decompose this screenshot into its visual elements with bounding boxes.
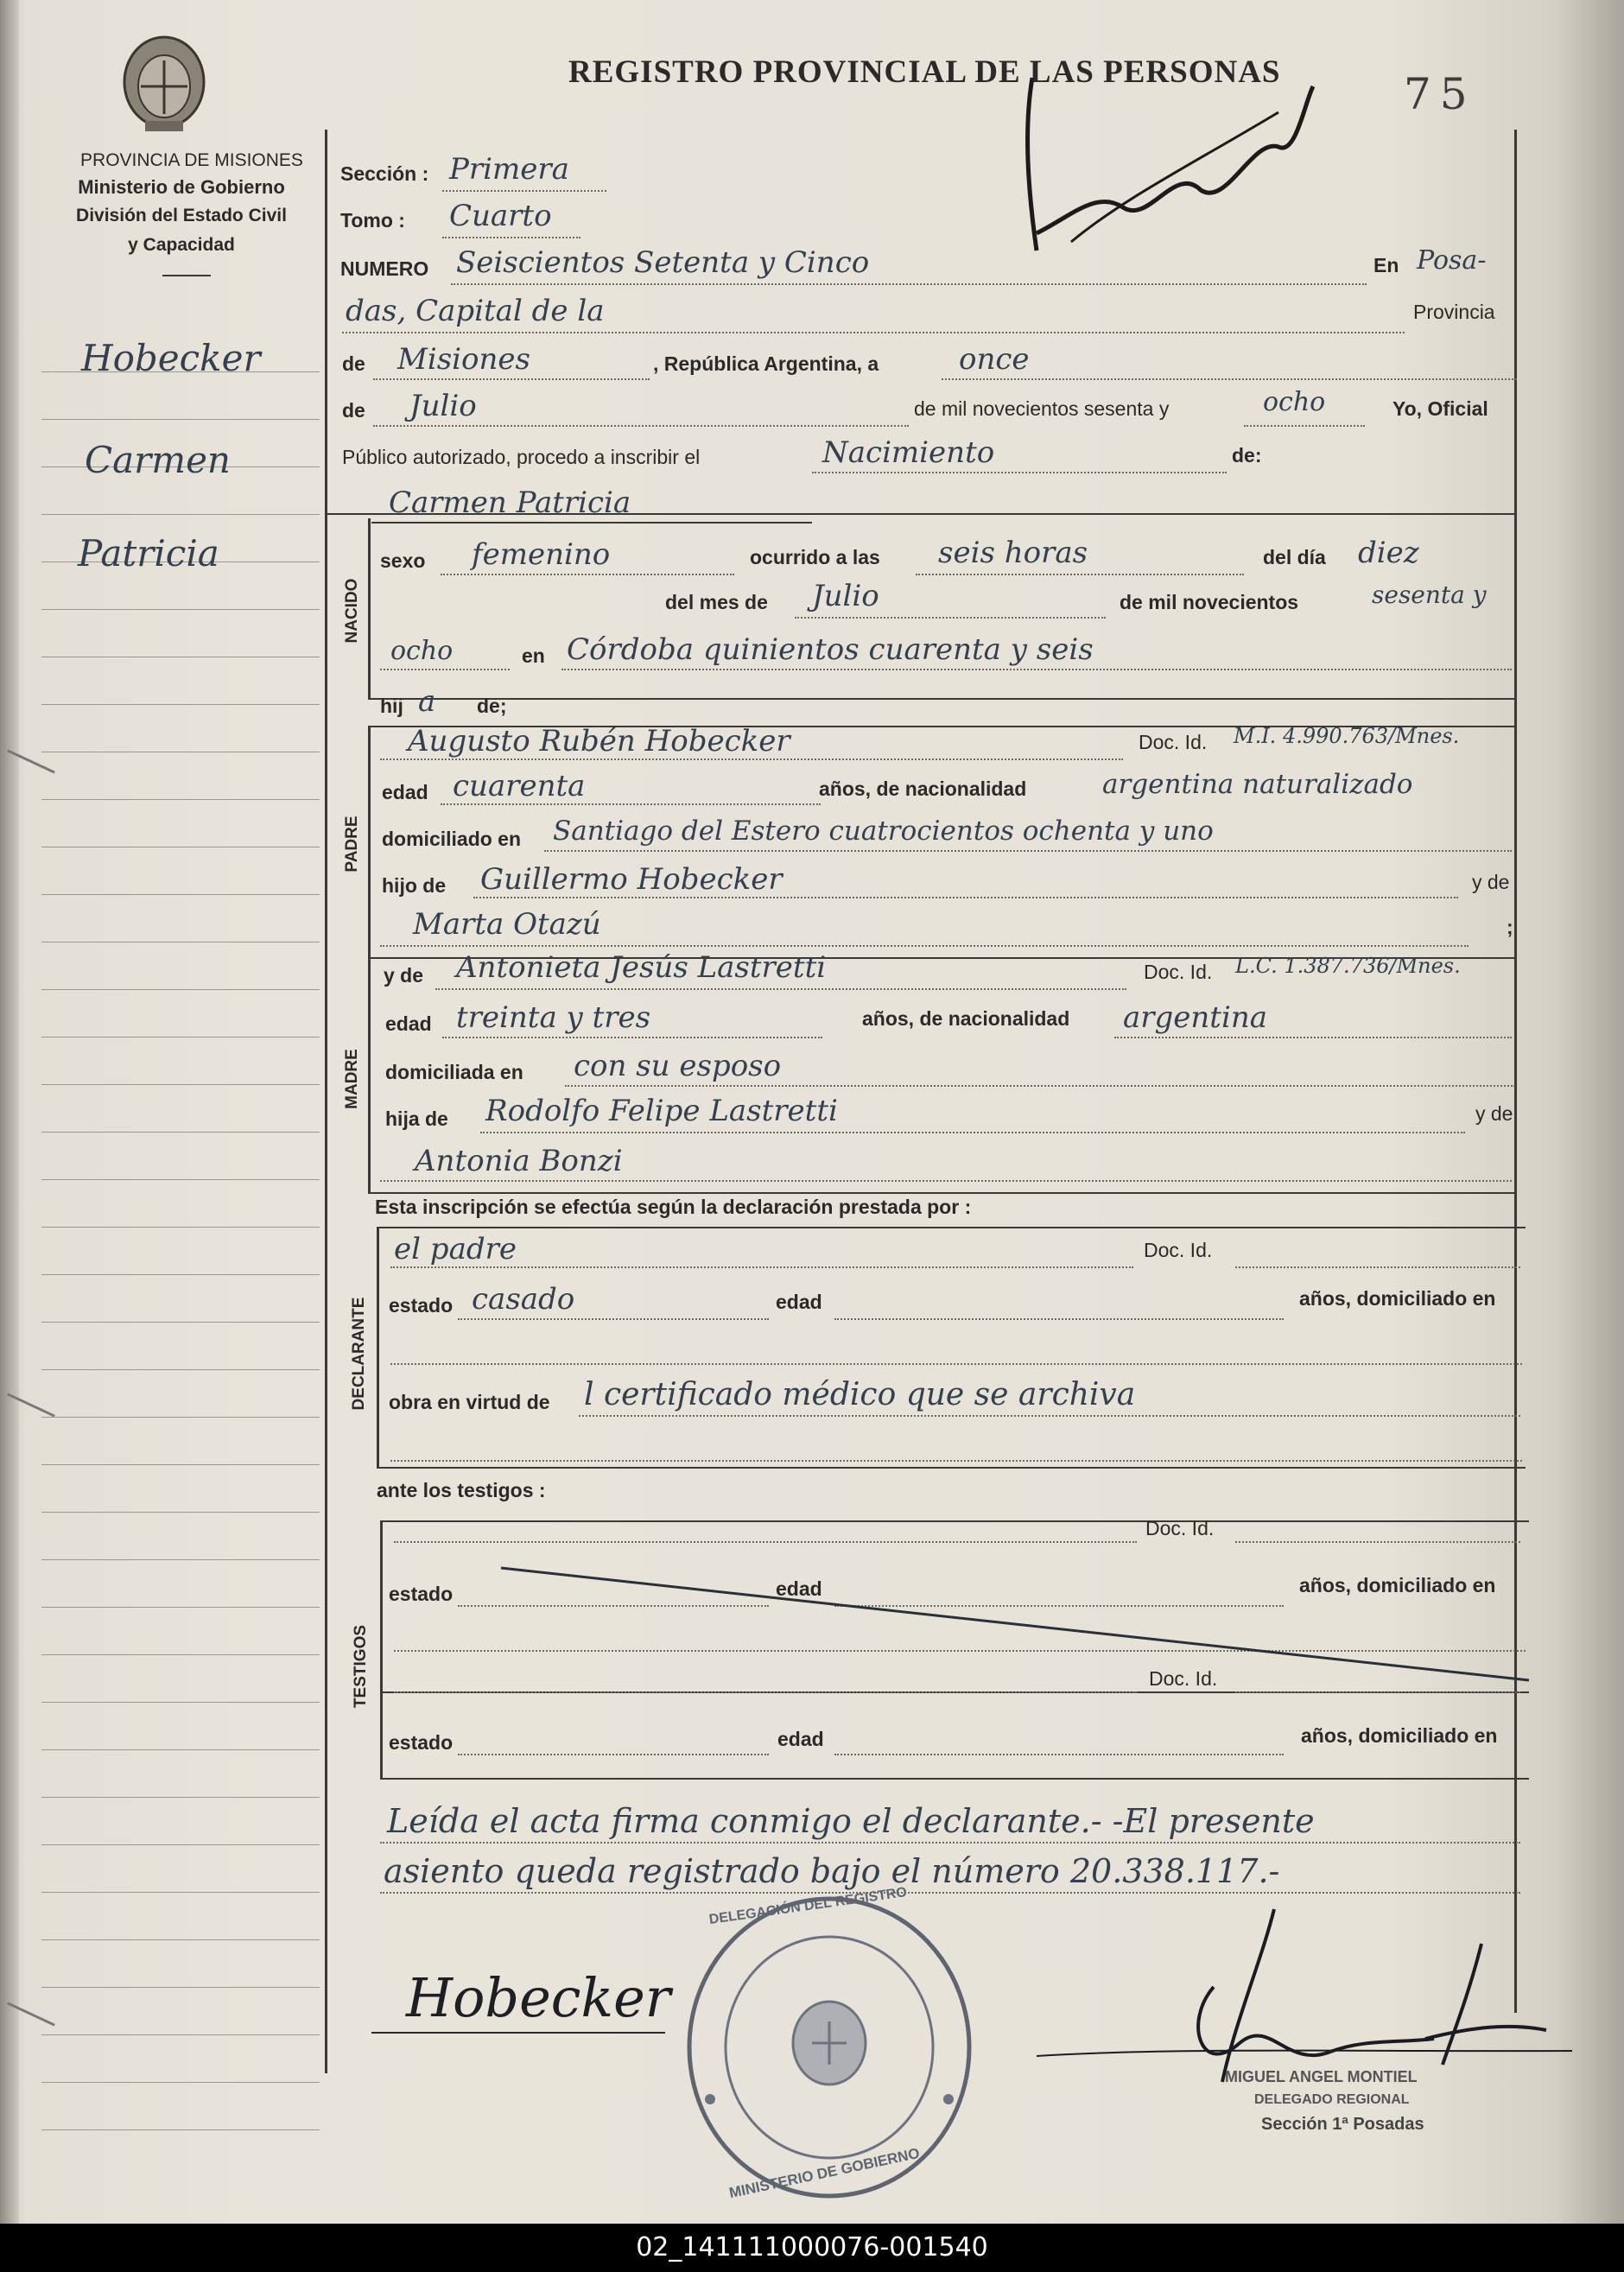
value-dia: once — [959, 342, 1030, 377]
label-ante-testigos: ante los testigos : — [377, 1479, 546, 1501]
value-provincia: Misiones — [397, 342, 530, 377]
line — [441, 803, 821, 805]
line — [380, 1842, 1520, 1844]
label-test2-anos: años, domiciliado en — [1301, 1724, 1498, 1747]
label-test1-anos: años, domiciliado en — [1299, 1574, 1496, 1596]
value-dia-nac: diez — [1358, 536, 1419, 570]
margin-ruled-line — [41, 2082, 320, 2083]
label-en-lugar: en — [522, 644, 545, 667]
label-padre-edad: edad — [382, 781, 428, 803]
label-padre-yde: y de — [1472, 871, 1510, 893]
label-tomo: Tomo : — [340, 209, 405, 232]
closing-line-1: Leída el acta firma conmigo el declarante.- -El presente — [387, 1802, 1315, 1840]
label-madre-yde2: y de — [1475, 1102, 1513, 1125]
label-sexo: sexo — [380, 549, 426, 572]
value-decl-estado: casado — [472, 1282, 575, 1317]
label-en: En — [1373, 254, 1399, 276]
label-hij: hij — [380, 695, 403, 717]
section-padre: PADRE — [343, 816, 361, 873]
label-madre-dom: domiciliada en — [385, 1061, 523, 1083]
label-yo-oficial: Yo, Oficial — [1392, 397, 1488, 420]
line — [442, 237, 580, 238]
label-de2: de — [342, 399, 365, 422]
stamp-text-bottom: MINISTERIO DE GOBIERNO — [727, 2144, 922, 2202]
value-tomo: Cuarto — [449, 199, 552, 233]
line — [561, 669, 1512, 670]
rule — [368, 1192, 1517, 1194]
testigos-bar — [380, 1520, 383, 1780]
label-numero: NUMERO — [340, 257, 429, 280]
margin-ruled-line — [41, 1702, 320, 1703]
value-numero: Seiscientos Setenta y Cinco — [456, 245, 870, 280]
margin-ruled-line — [41, 1749, 320, 1750]
line — [435, 988, 1126, 990]
label-esta-inscripcion: Esta inscripción se efectúa según la declaración prestada por : — [375, 1196, 972, 1218]
value-nombre: Carmen Patricia — [389, 485, 631, 520]
org-divider — [162, 275, 211, 276]
value-madre-nac: argentina — [1123, 1000, 1268, 1035]
line — [795, 617, 1106, 619]
margin-ruled-line — [41, 1607, 320, 1608]
label-madre-edad: edad — [385, 1012, 432, 1035]
line — [834, 1605, 1284, 1607]
label-obra: obra en virtud de — [389, 1391, 550, 1413]
margin-ruled-line — [41, 799, 320, 800]
value-padre-padre: Guillermo Hobecker — [480, 862, 783, 897]
margin-ruled-line — [41, 989, 320, 990]
margin-ruled-line — [41, 514, 320, 515]
line — [342, 332, 1405, 333]
label-republica: , República Argentina, a — [653, 352, 879, 375]
label-padre-doc: Doc. Id. — [1139, 731, 1208, 753]
margin-ruled-line — [41, 1464, 320, 1465]
padre-bar — [368, 726, 371, 959]
label-del-dia: del día — [1263, 546, 1326, 568]
declarante-bar — [377, 1227, 379, 1467]
signature-right — [1037, 1892, 1589, 2091]
label-padre-dom: domiciliado en — [382, 828, 522, 850]
page-number: 75 — [1404, 69, 1476, 119]
official-stamp — [682, 1892, 976, 2203]
page-title: REGISTRO PROVINCIAL DE LAS PERSONAS — [568, 54, 1281, 90]
line — [458, 1605, 769, 1607]
label-de-semi: de; — [477, 695, 507, 717]
org-ministry: Ministerio de Gobierno — [78, 176, 285, 198]
label-ocurrido: ocurrido a las — [750, 546, 880, 568]
rule — [325, 513, 1517, 515]
line — [373, 378, 650, 380]
signature-section: Sección 1ª Posadas — [1261, 2115, 1424, 2134]
margin-ruled-line — [41, 609, 320, 610]
value-padre-dom: Santiago del Estero cuatrocientos ochenta y uno — [553, 816, 1214, 847]
line — [380, 945, 1469, 947]
margin-ruled-line — [41, 1322, 320, 1323]
margin-nombre2: Patricia — [78, 532, 219, 574]
frame-right-rule — [1514, 130, 1517, 2013]
label-test1-edad: edad — [776, 1577, 822, 1600]
value-padre-madre: Marta Otazú — [413, 907, 601, 942]
value-mes: Julio — [409, 389, 477, 423]
value-mes-nac: Julio — [812, 579, 879, 613]
value-lugar: Córdoba quinientos cuarenta y seis — [567, 632, 1094, 667]
image-caption: 02_141111000076-001540 — [0, 2224, 1624, 2272]
signature-left-line — [371, 2032, 665, 2034]
margin-ruled-line — [41, 704, 320, 705]
margin-nombre1: Carmen — [85, 439, 231, 481]
rule — [377, 1467, 1526, 1469]
label-padre-hijo: hijo de — [382, 874, 447, 897]
value-declarante: el padre — [394, 1232, 517, 1266]
label-madre-nac: años, de nacionalidad — [862, 1007, 1070, 1030]
margin-ruled-line — [41, 2034, 320, 2035]
header-signature — [1019, 60, 1322, 259]
label-padre-nac: años, de nacionalidad — [819, 777, 1027, 800]
org-division: División del Estado Civil — [76, 206, 287, 225]
value-en-1: Posa- — [1417, 245, 1487, 276]
rule — [377, 1227, 1526, 1228]
value-anio-nac-2: ocho — [390, 636, 454, 666]
label-decl-estado: estado — [389, 1294, 454, 1317]
line — [458, 1318, 769, 1320]
section-nacido: NACIDO — [343, 578, 361, 644]
line — [1235, 1691, 1520, 1693]
rule — [368, 698, 1517, 700]
label-de: de — [342, 352, 365, 375]
label-test2-edad: edad — [777, 1728, 824, 1750]
value-madre-padre: Rodolfo Felipe Lastretti — [485, 1094, 838, 1128]
line — [380, 669, 510, 670]
margin-ruled-line — [41, 1654, 320, 1655]
line — [812, 472, 1227, 473]
madre-bar — [368, 957, 371, 1194]
closing-line-2: asiento queda registrado bajo el número 20.338.117.- — [384, 1852, 1280, 1890]
section-madre: MADRE — [343, 1049, 361, 1109]
line — [441, 574, 734, 575]
label-madre-doc: Doc. Id. — [1144, 961, 1213, 983]
line — [579, 1415, 1520, 1417]
margin-ruled-line — [41, 1417, 320, 1418]
value-acto: Nacimiento — [822, 435, 995, 470]
line — [394, 1650, 1526, 1652]
org-province: PROVINCIA DE MISIONES — [80, 150, 303, 170]
coat-of-arms-icon — [119, 35, 210, 136]
label-provincia: Provincia — [1413, 301, 1495, 323]
org-capacity: y Capacidad — [128, 235, 235, 255]
value-madre-madre: Antonia Bonzi — [415, 1144, 623, 1178]
label-decl-anos: años, domiciliado en — [1299, 1287, 1496, 1310]
label-de-colon: de: — [1232, 444, 1262, 466]
line — [394, 1691, 1137, 1693]
line — [380, 1180, 1512, 1182]
label-seccion: Sección : — [340, 162, 429, 185]
value-en-2: das, Capital de la — [346, 294, 605, 328]
margin-ruled-line — [41, 1797, 320, 1798]
nacido-bar — [368, 518, 371, 700]
binding-edge — [0, 0, 19, 2224]
signature-title: DELEGADO REGIONAL — [1254, 2092, 1410, 2107]
line — [1235, 1541, 1520, 1543]
value-sexo: femenino — [472, 537, 611, 572]
margin-ruled-line — [41, 1892, 320, 1893]
value-hij-suffix: a — [418, 684, 436, 719]
value-madre-edad: treinta y tres — [456, 1000, 651, 1035]
label-test1-doc: Doc. Id. — [1145, 1517, 1215, 1539]
line — [480, 1132, 1465, 1133]
margin-ruled-line — [41, 1369, 320, 1370]
line — [380, 758, 1123, 760]
margin-ruled-line — [41, 1512, 320, 1513]
line — [390, 1363, 1522, 1365]
margin-ruled-line — [41, 1132, 320, 1133]
margin-ruled-line — [41, 419, 320, 420]
line — [473, 897, 1458, 898]
value-padre-nac: argentina naturalizado — [1102, 769, 1413, 800]
value-anio: ocho — [1263, 387, 1326, 417]
margin-ruled-line — [41, 1987, 320, 1988]
label-de-mil: de mil novecientos sesenta y — [914, 397, 1170, 420]
rule — [371, 522, 812, 524]
line — [916, 574, 1244, 575]
label-test1-estado: estado — [389, 1583, 454, 1605]
line — [1114, 1037, 1512, 1038]
value-padre-doc: M.I. 4.990.763/Mnes. — [1234, 724, 1460, 748]
line — [458, 1754, 769, 1755]
line — [565, 1085, 1515, 1087]
section-declarante: DECLARANTE — [350, 1297, 368, 1411]
margin-ruled-line — [41, 1037, 320, 1038]
line — [373, 425, 909, 427]
label-test2-estado: estado — [389, 1731, 454, 1754]
line — [390, 1460, 1522, 1462]
line — [544, 850, 1512, 852]
label-de-mil-nov: de mil novecientos — [1120, 591, 1299, 613]
line — [1244, 425, 1365, 427]
margin-ruled-line — [41, 1559, 320, 1560]
margin-ruled-line — [41, 1227, 320, 1228]
line — [942, 378, 1517, 380]
label-decl-edad: edad — [776, 1291, 822, 1313]
line — [394, 1541, 1137, 1543]
margin-ruled-line — [41, 1844, 320, 1845]
value-hora: seis horas — [938, 536, 1088, 570]
section-testigos: TESTIGOS — [352, 1624, 370, 1709]
value-anio-nac-1: sesenta y — [1372, 581, 1487, 609]
value-obra: l certificado médico que se archiva — [584, 1377, 1136, 1412]
stamp-text-top: DELEGACIÓN DEL REGISTRO — [707, 1885, 908, 1927]
line — [1235, 1266, 1520, 1268]
line — [442, 190, 606, 192]
rule — [380, 1520, 1529, 1522]
line — [442, 1037, 822, 1038]
signature-name: MIGUEL ANGEL MONTIEL — [1225, 2068, 1418, 2085]
margin-ruled-line — [41, 1274, 320, 1275]
label-del-mes: del mes de — [665, 591, 768, 613]
label-madre-hija: hija de — [385, 1107, 448, 1130]
label-decl-doc: Doc. Id. — [1144, 1239, 1213, 1261]
margin-ruled-line — [41, 894, 320, 895]
margin-ruled-line — [41, 1179, 320, 1180]
margin-ruled-line — [41, 1084, 320, 1085]
value-padre-nombre: Augusto Rubén Hobecker — [408, 724, 790, 758]
signature-left: Hobecker — [406, 1966, 671, 2029]
value-seccion: Primera — [449, 152, 569, 187]
frame-left-rule — [325, 130, 327, 2073]
line — [451, 283, 1367, 285]
label-test2-doc: Doc. Id. — [1149, 1667, 1218, 1690]
value-madre-dom: con su esposo — [574, 1049, 782, 1083]
label-madre-yde: y de — [384, 964, 424, 987]
label-publico: Público autorizado, procedo a inscribir el — [342, 446, 701, 468]
line — [390, 1266, 1133, 1268]
margin-ruled-line — [41, 2129, 320, 2130]
value-padre-edad: cuarenta — [453, 769, 586, 803]
value-madre-nombre: Antonieta Jesús Lastretti — [456, 950, 827, 985]
margin-ruled-line — [41, 1939, 320, 1940]
label-semicolon: ; — [1507, 916, 1513, 938]
value-madre-doc: L.C. 1.387.736/Mnes. — [1235, 954, 1461, 978]
margin-apellido: Hobecker — [81, 337, 261, 379]
rule — [380, 1778, 1529, 1780]
line — [834, 1318, 1284, 1320]
line — [834, 1754, 1284, 1755]
